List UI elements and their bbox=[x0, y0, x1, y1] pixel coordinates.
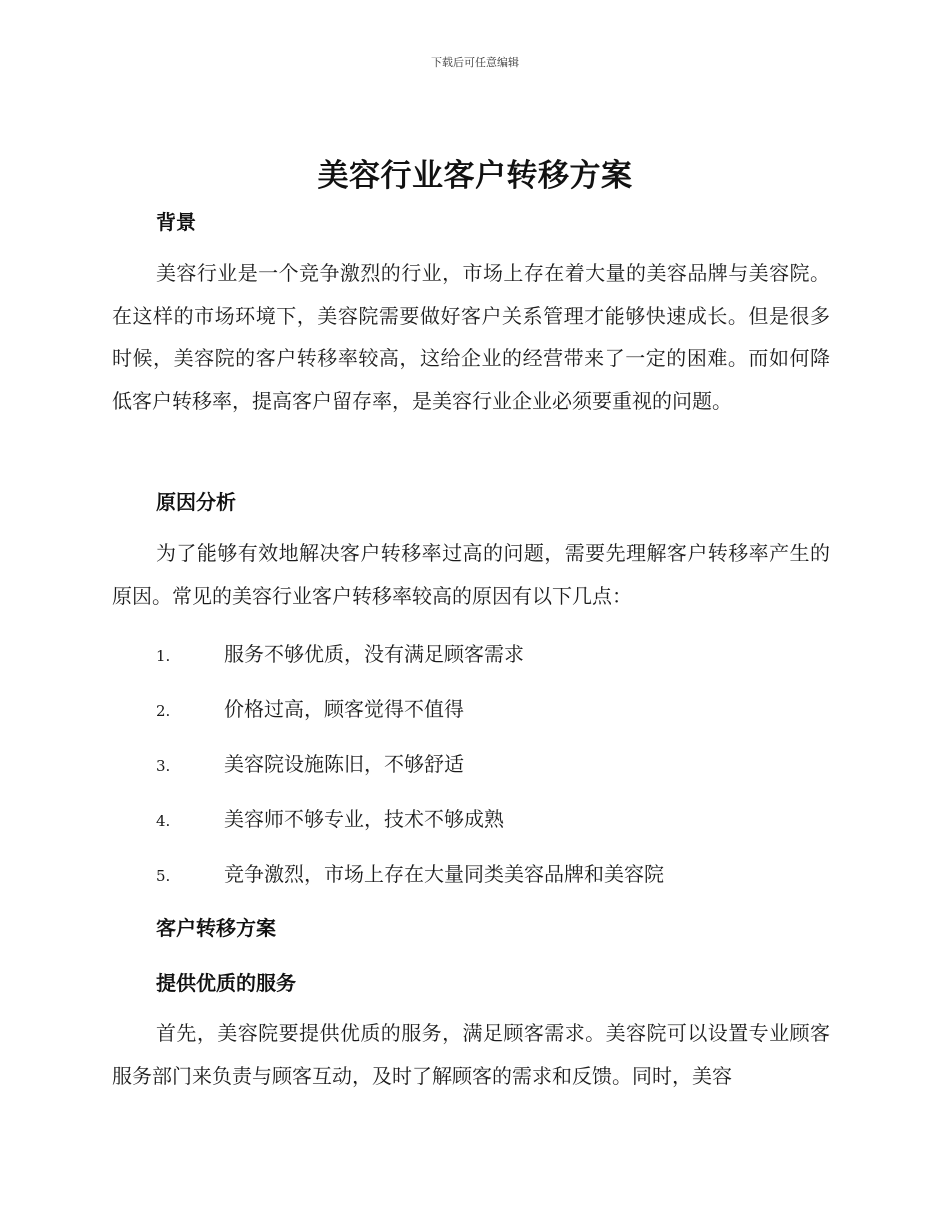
heading-plan: 客户转移方案 bbox=[156, 916, 276, 940]
list-number: 5. bbox=[156, 867, 171, 885]
list-number: 4. bbox=[156, 812, 171, 830]
list-number: 3. bbox=[156, 757, 171, 775]
heading-background: 背景 bbox=[156, 210, 196, 234]
list-item bbox=[156, 748, 464, 777]
list-text: 美容师不够专业，技术不够成熟 bbox=[224, 807, 504, 831]
document-title: 美容行业客户转移方案 bbox=[317, 158, 633, 194]
list-text: 美容院设施陈旧，不够舒适 bbox=[224, 752, 464, 776]
list-item bbox=[156, 858, 664, 887]
list-number: 1. bbox=[156, 647, 171, 665]
list-text: 竞争激烈，市场上存在大量同类美容品牌和美容院 bbox=[224, 862, 664, 886]
list-text: 服务不够优质，没有满足顾客需求 bbox=[224, 642, 524, 666]
paragraph-analysis: 为了能够有效地解决客户转移率过高的问题，需要先理解客户转移率产生的原因。常见的美容行业客户转移率较高的原因有以下几点： bbox=[112, 541, 830, 608]
paragraph-plan: 首先，美容院要提供优质的服务，满足顾客需求。美容院可以设置专业顾客服务部门来负责与顾客互动，及时了解顾客的需求和反馈。同时，美容 bbox=[112, 1021, 830, 1088]
list-item bbox=[156, 638, 524, 667]
heading-analysis: 原因分析 bbox=[156, 490, 236, 514]
header-note: 下载后可任意编辑 bbox=[431, 56, 519, 69]
list-text: 价格过高，顾客觉得不值得 bbox=[224, 697, 464, 721]
paragraph-background: 美容行业是一个竞争激烈的行业，市场上存在着大量的美容品牌与美容院。在这样的市场环境下，美容院需要做好客户关系管理才能够快速成长。但是很多时候，美容院的客户转移率较高，这给企业的经营带来了一定的困难。而如何降低客户转移率，提高客户留存率，是美容行业企业必须要重视的问题。 bbox=[112, 261, 830, 413]
subheading-quality-service: 提供优质的服务 bbox=[156, 971, 296, 995]
list-item bbox=[156, 803, 504, 832]
list-item bbox=[156, 693, 464, 722]
list-number: 2. bbox=[156, 702, 171, 720]
